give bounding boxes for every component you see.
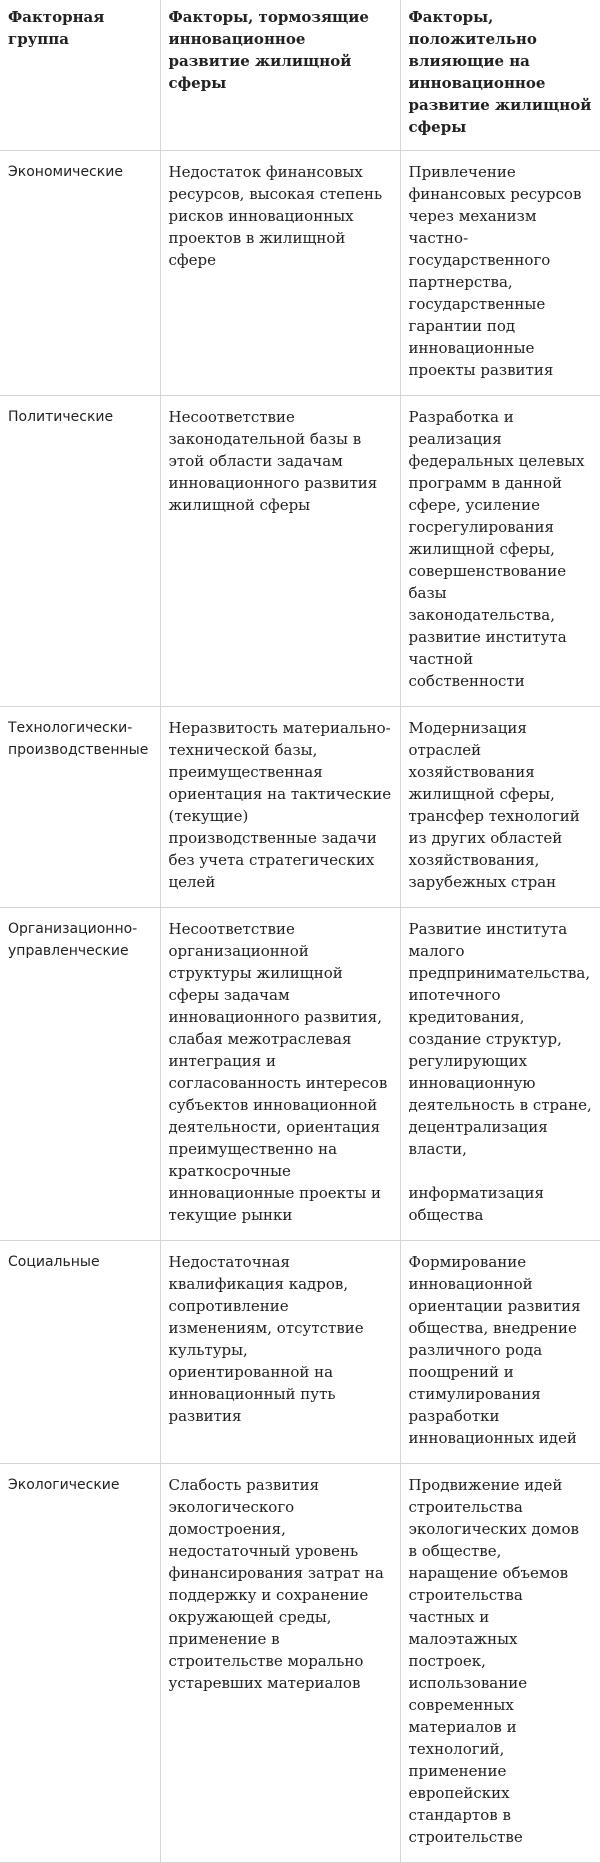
table-row <box>0 396 600 707</box>
negative-factors-cell <box>160 1464 400 1863</box>
positive-factors-cell <box>400 1241 600 1464</box>
table-row <box>0 1241 600 1464</box>
negative-factors-text: Недостаточная квалификация кадров, сопротивление изменениям, отсутствие культуры, ориентированной на инновационный путь развития <box>168 1253 364 1425</box>
factor-group-cell <box>0 707 160 908</box>
table-header <box>0 0 600 151</box>
negative-factors-cell <box>160 707 400 908</box>
positive-factors-text: Модернизация отраслей хозяйствования жилищной сферы, трансфер технологий из других областей хозяйствования, зарубежных стран <box>408 719 580 891</box>
negative-factors-cell <box>160 1241 400 1464</box>
positive-factors-text: Формирование инновационной ориентации развития общества, внедрение различного рода поощрений и стимулирования разработки инновационных идей <box>408 1253 581 1447</box>
positive-factors-cell <box>400 707 600 908</box>
factor-group-cell <box>0 1464 160 1863</box>
positive-factors-text: Развитие института малого предпринимательства, ипотечного кредитования, создание структур, регулирующих инновационную деятельность в стране, децентрализация власти, информатизация общества <box>408 920 592 1224</box>
negative-factors-text: Недостаток финансовых ресурсов, высокая степень рисков инновационных проектов в жилищной сфере <box>168 163 383 269</box>
positive-factors-text: Разработка и реализация федеральных целевых программ в данной сфере, усиление госрегулирования жилищной сферы, совершенствование базы законодательства, развитие института частной собственности <box>408 408 585 690</box>
factor-group-cell <box>0 396 160 707</box>
header-positive-factors <box>400 0 600 151</box>
table-row <box>0 707 600 908</box>
positive-factors-cell <box>400 151 600 396</box>
negative-factors-text: Слабость развития экологического домостроения, недостаточный уровень финансирования затрат на поддержку и сохранение окружающей среды, применение в строительстве морально устаревших материалов <box>168 1476 384 1692</box>
table-row <box>0 908 600 1241</box>
factor-group-cell <box>0 908 160 1241</box>
factor-group-text: Технологически-производственные <box>8 720 149 758</box>
factor-group-text: Экономические <box>8 164 123 180</box>
header-positive-factors-label: Факторы, положительно влияющие на инновационное развитие жилищной сферы <box>408 8 592 136</box>
negative-factors-cell <box>160 151 400 396</box>
factor-group-text: Политические <box>8 409 114 425</box>
factor-group-cell <box>0 1241 160 1464</box>
table-row <box>0 151 600 396</box>
negative-factors-text: Несоответствие законодательной базы в этой области задачам инновационного развития жилищной сферы <box>168 408 378 514</box>
negative-factors-cell <box>160 908 400 1241</box>
header-negative-factors <box>160 0 400 151</box>
negative-factors-cell <box>160 396 400 707</box>
negative-factors-text: Неразвитость материально-технической базы, преимущественная ориентация на тактические (текущие) производственные задачи без учета стратегических целей <box>168 719 392 891</box>
header-factor-group-label: Факторная группа <box>8 8 105 48</box>
header-negative-factors-label: Факторы, тормозящие инновационное развитие жилищной сферы <box>168 8 369 92</box>
header-row <box>0 0 600 151</box>
positive-factors-cell <box>400 908 600 1241</box>
factor-group-text: Экологические <box>8 1477 120 1493</box>
positive-factors-cell <box>400 1464 600 1863</box>
table-body <box>0 151 600 1863</box>
header-factor-group <box>0 0 160 151</box>
factor-group-text: Организационно-управленческие <box>8 921 138 959</box>
factor-group-text: Социальные <box>8 1254 100 1270</box>
table-row <box>0 1464 600 1863</box>
positive-factors-cell <box>400 396 600 707</box>
positive-factors-text: Привлечение финансовых ресурсов через механизм частно-государственного партнерства, государственные гарантии под инновационные проекты развития <box>408 163 582 379</box>
factor-group-cell <box>0 151 160 396</box>
negative-factors-text: Несоответствие организационной структуры жилищной сферы задачам инновационного развития, слабая межотраслевая интеграция и согласованность интересов субъектов инновационной деятельности, ориентация преимущественно на краткосрочные инновационные проекты и текущие рынки <box>168 920 388 1224</box>
positive-factors-text: Продвижение идей строительства экологических домов в обществе, наращение объемов строительства частных и малоэтажных построек, использование современных материалов и технологий, применение европейских стандартов в строительстве <box>408 1476 579 1846</box>
